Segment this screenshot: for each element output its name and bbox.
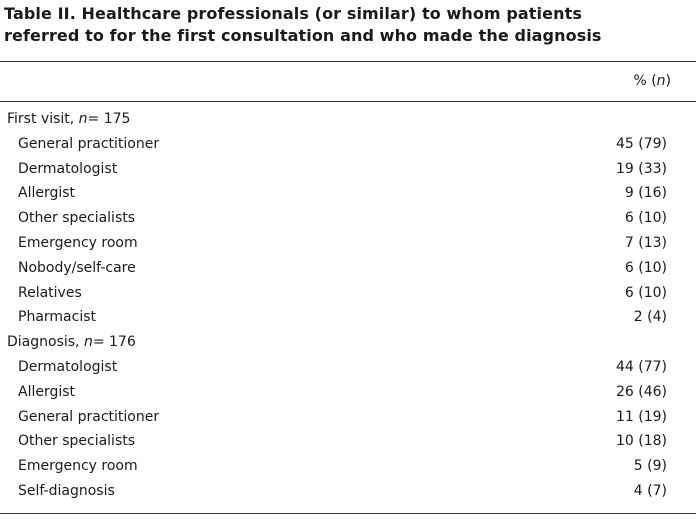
row-value: 6 (10) (624, 210, 667, 227)
row-label: General practitioner (18, 135, 160, 152)
section-n-value: = 175 (87, 111, 131, 127)
table-row (0, 380, 696, 405)
table-row (0, 256, 696, 281)
table-row (0, 281, 696, 306)
table-row (0, 355, 696, 380)
row-label: Emergency room (18, 458, 138, 475)
row-label: Emergency room (18, 235, 138, 251)
section-header-row (0, 330, 696, 355)
table-title-line-1: Table II. Healthcare professionals (or similar) to whom patients (4, 4, 582, 23)
row-label: Dermatologist (18, 160, 118, 177)
bottom-rule (0, 513, 696, 514)
row-value: 5 (9) (633, 458, 667, 475)
table-row (0, 479, 696, 504)
section-title: Diagnosis, (7, 334, 80, 351)
row-value: 7 (13) (624, 235, 667, 251)
table-row (0, 132, 696, 157)
row-label: Relatives (18, 284, 82, 301)
row-label: Allergist (18, 185, 76, 202)
table-row (0, 157, 696, 182)
table-title-line-2: referred to for the first consultation and who made the diagnosis (4, 26, 602, 45)
table-row (0, 231, 696, 256)
row-value: 45 (79) (615, 135, 667, 152)
table-row (0, 405, 696, 430)
row-label: Allergist (18, 383, 76, 400)
row-label: Pharmacist (18, 309, 96, 326)
table-row (0, 454, 696, 479)
row-label: Other specialists (18, 433, 136, 450)
table-row (0, 206, 696, 231)
row-value: 2 (4) (633, 309, 667, 326)
section-title: First visit, (7, 111, 75, 127)
row-value: 26 (46) (615, 383, 667, 400)
table-row (0, 305, 696, 330)
section-label (7, 107, 130, 132)
section-header-row (0, 107, 696, 132)
row-label: Self-diagnosis (18, 483, 115, 499)
row-label: Dermatologist (18, 359, 118, 375)
table-title (4, 3, 700, 47)
header-rule (0, 101, 696, 102)
column-header-text: % (n) (633, 73, 671, 89)
row-label: Nobody/self-care (18, 259, 136, 276)
row-value: 6 (10) (624, 259, 667, 276)
row-value: 44 (77) (615, 359, 667, 375)
row-label: Other specialists (18, 210, 136, 227)
section-n-symbol: n (78, 111, 88, 127)
row-label: General practitioner (18, 408, 160, 425)
row-value: 9 (16) (624, 185, 667, 202)
column-header-percent-n (633, 72, 671, 90)
row-value: 4 (7) (633, 483, 667, 499)
row-value: 19 (33) (615, 160, 667, 177)
row-value: 6 (10) (624, 284, 667, 301)
section-n-symbol: n (83, 334, 93, 351)
row-value: 11 (19) (615, 408, 667, 425)
table-row (0, 181, 696, 206)
top-rule (0, 61, 696, 62)
row-value: 10 (18) (615, 433, 667, 450)
section-label (7, 330, 136, 355)
table-row (0, 429, 696, 454)
section-n-value: = 176 (92, 334, 136, 351)
